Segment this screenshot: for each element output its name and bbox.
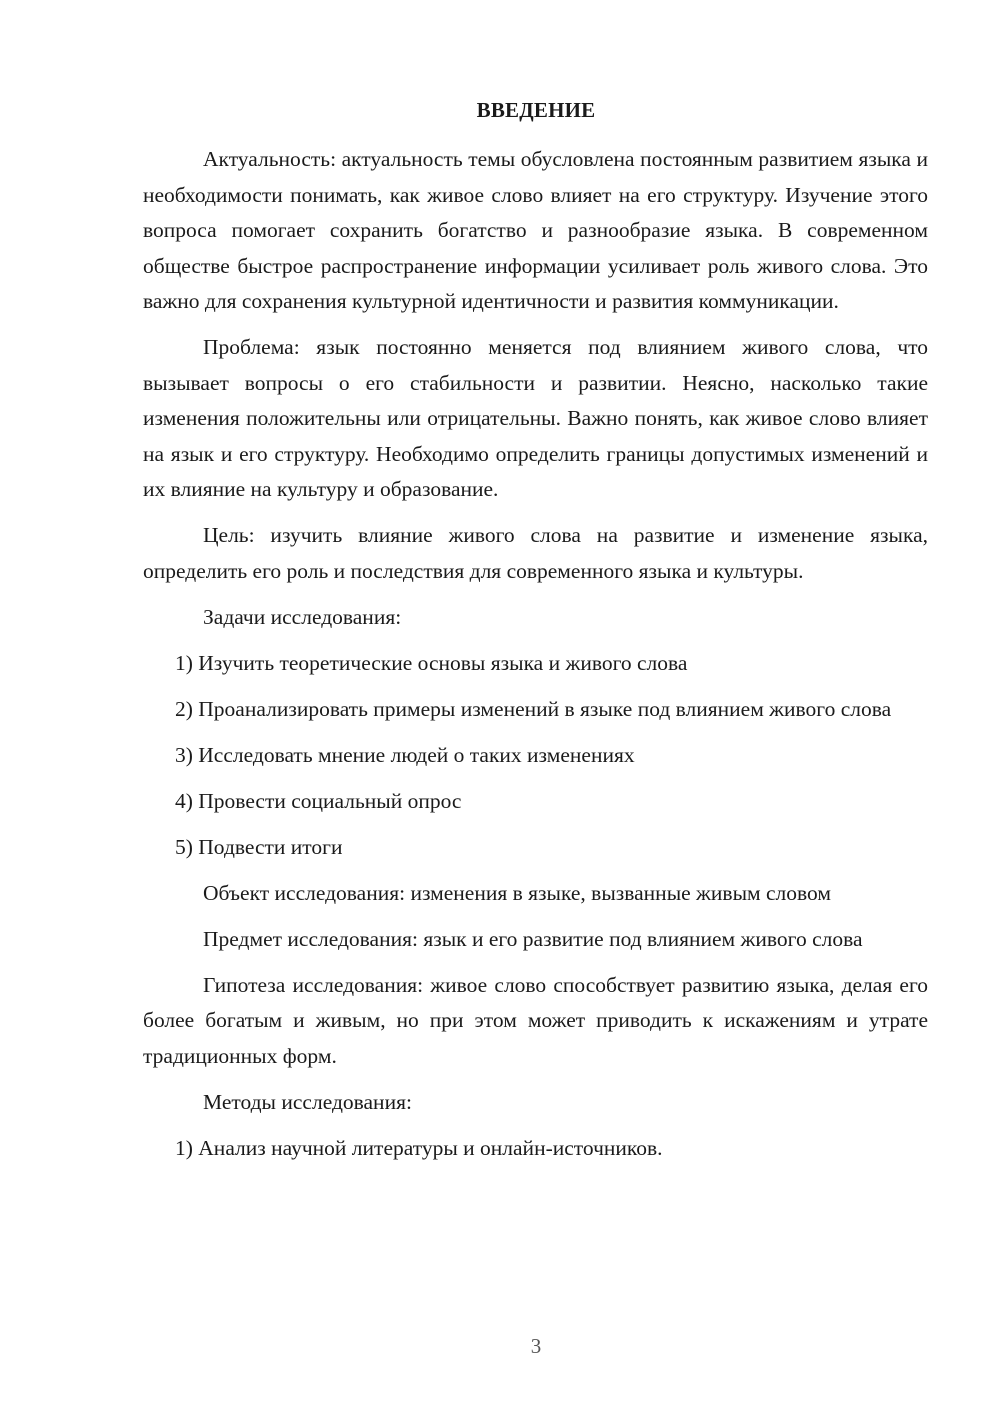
relevance-paragraph: Актуальность: актуальность темы обусловлена постоянным развитием языка и необходимости понимать, как живое слово влияет на его структуру. Изучение этого вопроса помогает сохранить богатство и разнообразие языка. В современном обществе быстрое распространение информации усиливает роль живого слова. Это важно для сохранения культурной идентичности и развития коммуникации. xyxy=(143,147,928,313)
page-number: 3 xyxy=(530,1334,542,1358)
task-item-3: 3) Исследовать мнение людей о таких изменениях xyxy=(175,742,635,767)
hypothesis-paragraph: Гипотеза исследования: живое слово способствует развитию языка, делая его более богатым и живым, но при этом может приводить к искажениям и утрате традиционных форм. xyxy=(143,972,928,1068)
tasks-heading: Задачи исследования: xyxy=(203,604,402,629)
subject-paragraph: Предмет исследования: язык и его развитие под влиянием живого слова xyxy=(203,926,863,951)
problem-paragraph: Проблема: язык постоянно меняется под влиянием живого слова, что вызывает вопросы о его стабильности и развитии. Неясно, насколько такие изменения положительны или отрицательны. Важно понять, как живое слово влияет на язык и его структуру. Необходимо определить границы допустимых изменений и их влияние на культуру и образование. xyxy=(143,335,928,501)
goal-paragraph: Цель: изучить влияние живого слова на развитие и изменение языка, определить его роль и последствия для современного языка и культуры. xyxy=(143,523,928,583)
object-paragraph: Объект исследования: изменения в языке, вызванные живым словом xyxy=(203,880,831,905)
task-item-2: 2) Проанализировать примеры изменений в языке под влиянием живого слова xyxy=(175,696,892,721)
method-item-1: 1) Анализ научной литературы и онлайн-источников. xyxy=(175,1135,663,1160)
task-item-4: 4) Провести социальный опрос xyxy=(175,788,462,813)
task-item-1: 1) Изучить теоретические основы языка и живого слова xyxy=(175,650,688,675)
body-text xyxy=(143,142,928,1177)
task-item-5: 5) Подвести итоги xyxy=(175,834,343,859)
section-title: ВВЕДЕНИЕ xyxy=(476,98,596,122)
methods-heading: Методы исследования: xyxy=(203,1089,412,1114)
